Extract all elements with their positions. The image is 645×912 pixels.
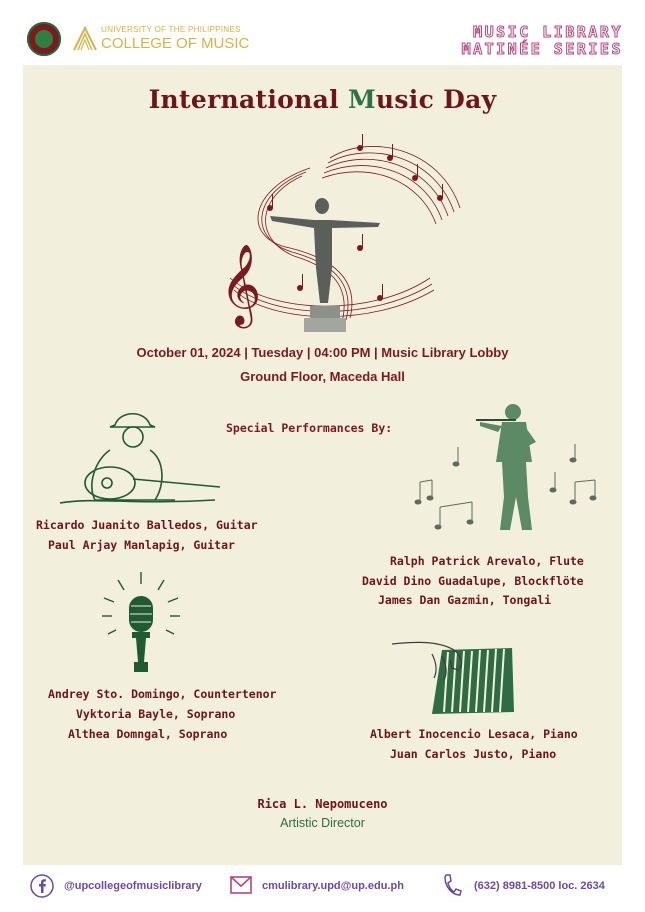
piano-hands-icon <box>392 640 517 718</box>
performer-manlapig: Paul Arjay Manlapig, Guitar <box>48 538 235 552</box>
facebook-handle[interactable]: @upcollegeofmusiclibrary <box>64 880 202 892</box>
flutist-silhouette-icon <box>410 402 605 537</box>
college-of-music-logo-icon <box>70 24 100 54</box>
series-title-line1: MUSIC LIBRARY <box>473 23 623 41</box>
university-name: UNIVERSITY OF THE PHILIPPINES <box>101 25 241 34</box>
special-performances-heading: Special Performances By: <box>226 421 393 435</box>
college-name: COLLEGE OF MUSIC <box>101 35 250 52</box>
email-icon <box>230 876 252 894</box>
event-title <box>0 85 645 114</box>
performer-sto-domingo: Andrey Sto. Domingo, Countertenor <box>48 687 277 701</box>
director-role: Artistic Director <box>280 816 365 830</box>
phone-icon <box>442 873 462 897</box>
director-name: Rica L. Nepomuceno <box>257 797 388 811</box>
performer-justo: Juan Carlos Justo, Piano <box>390 747 557 761</box>
guitar-performers <box>36 515 258 555</box>
performer-domngal: Althea Domngal, Soprano <box>68 727 228 741</box>
title-part2: usic <box>375 85 444 114</box>
event-date-line: October 01, 2024 | Tuesday | 04:00 PM | Music Library Lobby <box>136 345 509 360</box>
performer-gazmin: James Dan Gazmin, Tongali <box>378 593 552 607</box>
event-venue-line: Ground Floor, Maceda Hall <box>240 369 405 384</box>
phone-number[interactable]: (632) 8981-8500 loc. 2634 <box>474 880 605 892</box>
title-part3: ay <box>465 85 497 114</box>
oblation-music-notes-illustration <box>210 128 470 338</box>
performer-arevalo: Ralph Patrick Arevalo, Flute <box>390 554 584 568</box>
facebook-icon <box>30 874 54 898</box>
up-seal-center <box>35 30 53 48</box>
performer-lesaca: Albert Inocencio Lesaca, Piano <box>370 727 578 741</box>
title-d: D <box>443 85 466 114</box>
performer-bayle: Vyktoria Bayle, Soprano <box>76 707 236 721</box>
piano-performers <box>370 724 578 764</box>
performer-balledos: Ricardo Juanito Balledos, Guitar <box>36 518 258 532</box>
title-m: M <box>347 85 376 114</box>
series-title-line2: MATINÉE SERIES <box>461 40 623 58</box>
vocal-performers <box>48 684 276 744</box>
guitarist-line-art-icon <box>55 405 225 510</box>
microphone-icon <box>98 570 184 675</box>
email-address[interactable]: cmulibrary.upd@up.edu.ph <box>262 880 404 892</box>
title-part1: International <box>148 85 348 114</box>
wind-performers <box>362 552 584 611</box>
svg-text:𝄞: 𝄞 <box>220 243 262 325</box>
performer-guadalupe: David Dino Guadalupe, Blockflöte <box>362 573 584 588</box>
